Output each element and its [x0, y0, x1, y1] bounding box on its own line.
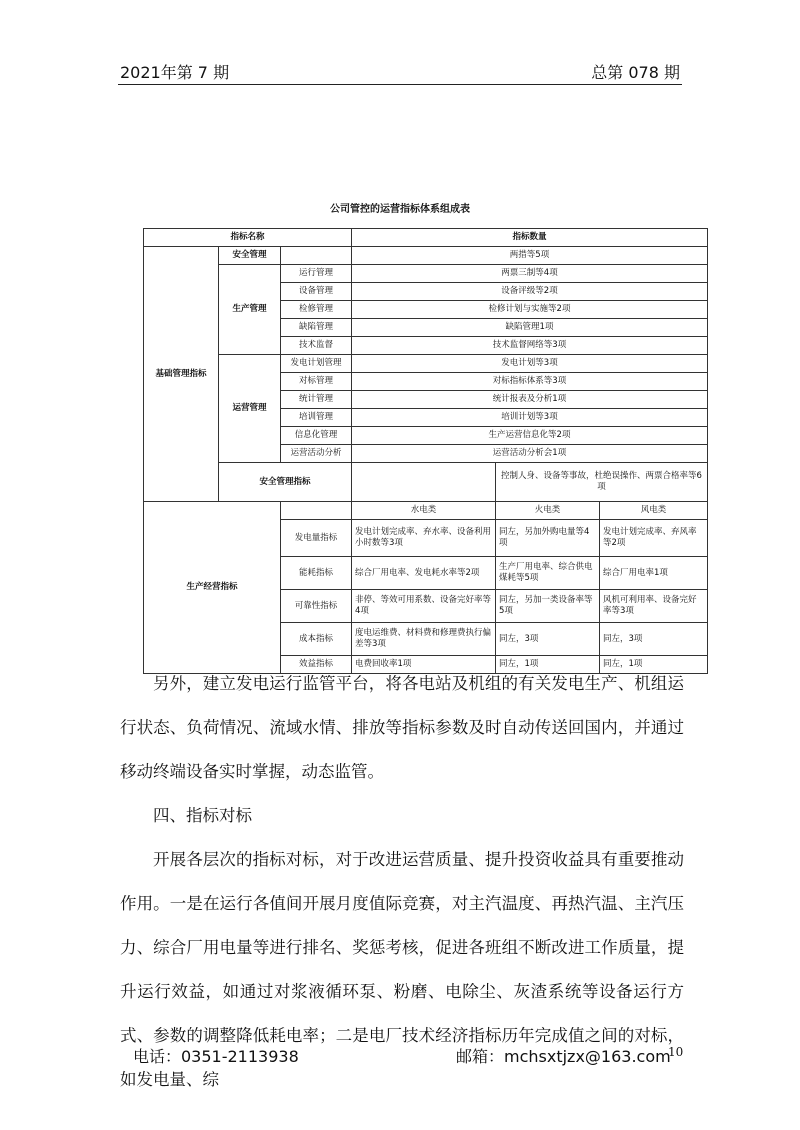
row-value: 检修计划与实施等2项 [352, 301, 708, 319]
prod-ops-label: 生产经营指标 [144, 502, 281, 674]
footer-email: 邮箱：mchsxtjzx@163.com [456, 1047, 671, 1066]
table-header-row [144, 229, 708, 247]
col-thermal: 火电类 [496, 502, 600, 520]
col-wind: 风电类 [600, 502, 708, 520]
table-row [144, 265, 708, 283]
row-name: 运营活动分析 [281, 445, 352, 463]
row-value: 发电计划等3项 [352, 355, 708, 373]
table-row [144, 247, 708, 265]
wind-cell: 风机可利用率、设备完好率等3项 [600, 590, 708, 623]
row-name: 对标管理 [281, 373, 352, 391]
row-name: 培训管理 [281, 409, 352, 427]
indicator-table [143, 228, 708, 674]
row-name: 发电计划管理 [281, 355, 352, 373]
row-value: 技术监督网络等3项 [352, 337, 708, 355]
row-value: 统计报表及分析1项 [352, 391, 708, 409]
journal-total-issue: 总第 078 期 [591, 63, 680, 82]
row-value: 设备评级等2项 [352, 283, 708, 301]
empty-cell [281, 502, 352, 520]
hydro-cell: 发电计划完成率、弃水率、设备利用小时数等3项 [352, 520, 496, 557]
safety-mgmt-value: 两措等5项 [352, 247, 708, 265]
journal-issue: 2021年第 7 期 [120, 63, 230, 82]
basic-mgmt-label: 基础管理指标 [144, 247, 219, 502]
col-hydro: 水电类 [352, 502, 496, 520]
footer-phone: 电话：0351-2113938 [133, 1047, 299, 1066]
safety-indicator-label: 安全管理指标 [219, 463, 352, 502]
thermal-cell: 同左，另加一类设备率等5项 [496, 590, 600, 623]
row-name: 缺陷管理 [281, 319, 352, 337]
production-mgmt-label: 生产管理 [219, 265, 281, 355]
col-header-name: 指标名称 [144, 229, 352, 247]
col-header-qty: 指标数量 [352, 229, 708, 247]
table-row [144, 502, 708, 520]
thermal-cell: 生产厂用电率、综合供电煤耗等5项 [496, 557, 600, 590]
thermal-cell: 同左，1项 [496, 656, 600, 674]
wind-cell: 同左，1项 [600, 656, 708, 674]
row-name: 检修管理 [281, 301, 352, 319]
row-name: 发电量指标 [281, 520, 352, 557]
row-value: 两票三制等4项 [352, 265, 708, 283]
safety-mgmt-label: 安全管理 [219, 247, 281, 265]
row-name: 运行管理 [281, 265, 352, 283]
row-value: 运营活动分析会1项 [352, 445, 708, 463]
table-row [144, 355, 708, 373]
wind-cell: 综合厂用电率1项 [600, 557, 708, 590]
empty-cell [281, 247, 352, 265]
paragraph-monitoring: 另外，建立发电运行监管平台，将各电站及机组的有关发电生产、机组运行状态、负荷情况、流域水情、排放等指标参数及时自动传送回国内，并通过移动终端设备实时掌握，动态监管。 [120, 674, 684, 781]
page-number: 10 [668, 1045, 684, 1059]
hydro-cell: 电费回收率1项 [352, 656, 496, 674]
row-name: 成本指标 [281, 623, 352, 656]
empty-cell [352, 463, 496, 502]
row-name: 效益指标 [281, 656, 352, 674]
paragraph-benchmarking: 开展各层次的指标对标，对于改进运营质量、提升投资收益具有重要推动作用。一是在运行各值间开展月度值际竞赛，对主汽温度、再热汽温、主汽压力、综合厂用电量等进行排名、奖惩考核，促进各班组不断改进工作质量，提升运行效益，如通过对浆液循环泵、粉磨、电除尘、灰渣系统等设备运行方式、参数的调整降低耗电率；二是电厂技术经济指标历年完成值之间的对标，如发电量、综 [120, 850, 684, 1089]
row-value: 对标指标体系等3项 [352, 373, 708, 391]
header-divider [118, 84, 682, 85]
row-name: 信息化管理 [281, 427, 352, 445]
table-row [144, 463, 708, 502]
hydro-cell: 非停、等效可用系数、设备完好率等4项 [352, 590, 496, 623]
safety-indicator-value: 控制人身、设备等事故，杜绝误操作、两票合格率等6项 [496, 463, 708, 502]
thermal-cell: 同左，3项 [496, 623, 600, 656]
table-title: 公司管控的运营指标体系组成表 [330, 204, 470, 215]
row-name: 可靠性指标 [281, 590, 352, 623]
row-value: 培训计划等3项 [352, 409, 708, 427]
row-name: 能耗指标 [281, 557, 352, 590]
hydro-cell: 综合厂用电率、发电耗水率等2项 [352, 557, 496, 590]
wind-cell: 同左，3项 [600, 623, 708, 656]
thermal-cell: 同左，另加外购电量等4项 [496, 520, 600, 557]
wind-cell: 发电计划完成率、弃风率等2项 [600, 520, 708, 557]
row-name: 技术监督 [281, 337, 352, 355]
row-value: 缺陷管理1项 [352, 319, 708, 337]
operation-mgmt-label: 运营管理 [219, 355, 281, 463]
section-heading: 四、指标对标 [153, 806, 252, 825]
row-value: 生产运营信息化等2项 [352, 427, 708, 445]
row-name: 统计管理 [281, 391, 352, 409]
hydro-cell: 度电运维费、材料费和修理费执行偏差等3项 [352, 623, 496, 656]
row-name: 设备管理 [281, 283, 352, 301]
